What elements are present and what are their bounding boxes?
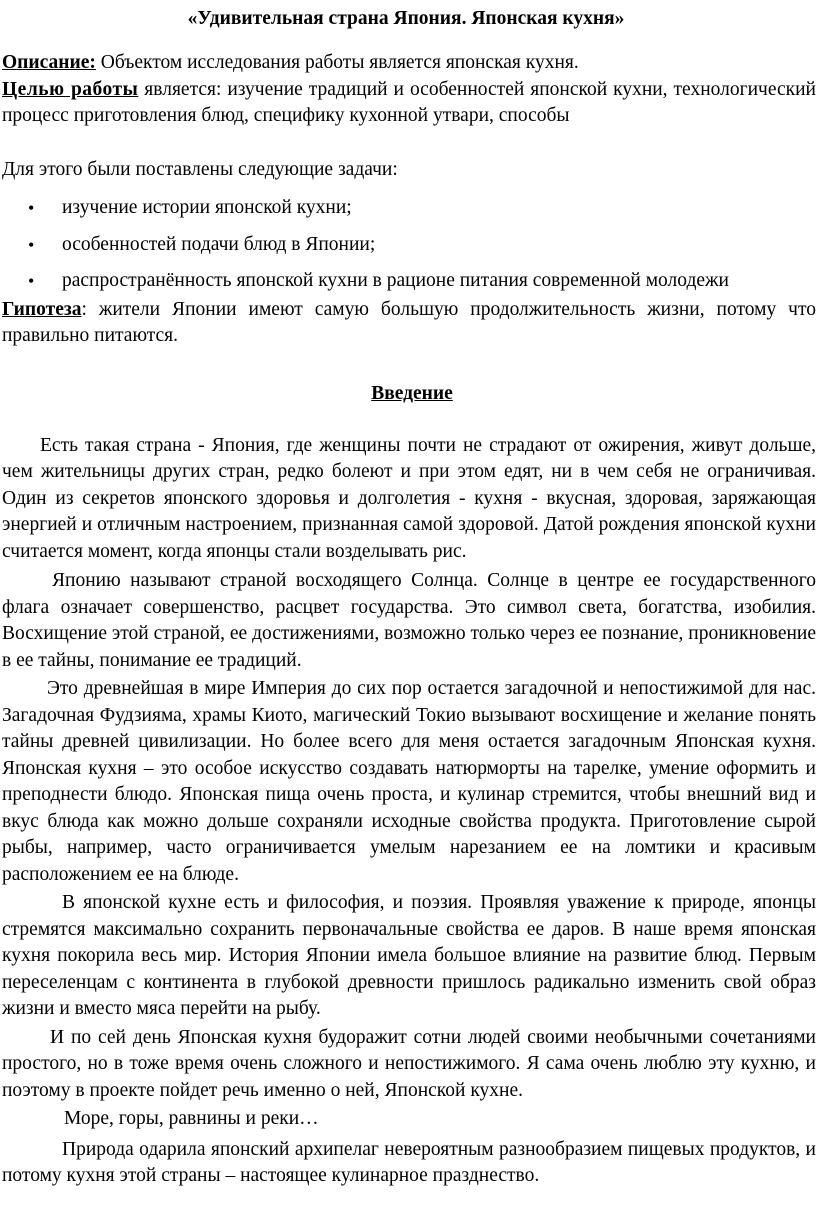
bullet-icon: • (28, 271, 35, 291)
bullet-icon: • (28, 198, 35, 218)
hypothesis-label: Гипотеза (2, 298, 82, 320)
goal-text: является: изучение традиций и особенностей японской кухни, технологический процесс приготовления блюд, специфику кухонной утвари, способы (2, 78, 816, 126)
body-paragraph: И по сей день Японская кухня будоражит сотни людей своими необычными сочетаниями простого, но в тоже время очень сложного и непостижимого. Я сама очень люблю эту кухню, и поэтому в проекте пойдет речь именно о ней, Японской кухне. (2, 1026, 816, 1101)
description-label: Описание: (2, 52, 96, 73)
list-item (0, 232, 816, 259)
list-item (0, 268, 816, 295)
goal-paragraph (2, 77, 816, 130)
body-paragraph: В японской кухне есть и философия, и поэзия. Проявляя уважение к природе, японцы стремятся максимально сохранить первоначальные свойства ее даров. В наше время японская кухня покорила весь мир. История Японии имела большое влияние на развитие блюд. Первым переселенцам с континента в глубокой древности пришлось радикально изменить свой образ жизни и вместо мяса перейти на рыбу. (2, 892, 816, 1019)
tasks-intro: Для этого были поставлены следующие задачи: (2, 158, 398, 180)
hypothesis-text: : жители Японии имеют самую большую продолжительность жизни, потому что правильно питаются. (2, 298, 816, 346)
hypothesis-paragraph (2, 297, 816, 350)
body-paragraph: Природа одарила японский архипелаг невероятным разнообразием пищевых продуктов, и потому кухня этой страны – настоящее кулинарное празднество. (2, 1138, 816, 1186)
task-text: изучение истории японской кухни; (62, 197, 352, 218)
bullet-icon: • (28, 234, 35, 255)
section-title-introduction: Введение (371, 382, 453, 404)
body-paragraph: Есть такая страна - Япония, где женщины почти не страдают от ожирения, живут дольше, чем жительницы других стран, редко болеют и при этом едят, ни в чем себя не ограничивая. Один из секретов японского здоровья и долголетия - кухня - вкусная, здоровая, заряжающая энергией и отличным настроением, признанная самой здоровой. Датой рождения японской кухни считается момент, когда японцы стали возделывать рис. (2, 434, 816, 562)
body-paragraph: Море, горы, равнины и реки… (64, 1108, 319, 1129)
description-text: Объектом исследования работы является японская кухня. (95, 52, 579, 73)
goal-label: Целью работы (2, 78, 139, 100)
body-paragraph: Это древнейшая в мире Империя до сих пор остается загадочной и непостижимой для нас. Загадочная Фудзияма, храмы Киото, магический Токио вызывают восхищение и желание понять тайны древней цивилизации. Но более всего для меня остается загадочным Японская кухня. Японская кухня – это особое искусство создавать натюрморты на тарелке, умение оформить и преподнести блюдо. Японская пища очень проста, и кулинар стремится, чтобы внешний вид и вкус блюда как можно дольше сохраняли исходные свойства продукта. Приготовление сырой рыбы, например, часто ограничивается умелым нарезанием ее на ломтики и красивым расположением ее на блюде. (2, 678, 816, 885)
task-text: распространённость японской кухни в рационе питания современной молодежи (62, 270, 729, 291)
task-text: особенностей подачи блюд в Японии; (62, 233, 376, 255)
body-paragraph: Японию называют страной восходящего Солнца. Солнце в центре ее государственного флага означает совершенство, расцвет государства. Это символ света, богатства, изобилия. Восхищение этой страной, ее достижениями, возможно только через ее познание, проникновение в ее тайны, понимание ее традиций. (2, 570, 816, 671)
description-line (2, 50, 816, 77)
tasks-list (0, 195, 816, 295)
document-title: «Удивительная страна Япония. Японская кухня» (187, 8, 625, 29)
list-item (0, 195, 816, 222)
